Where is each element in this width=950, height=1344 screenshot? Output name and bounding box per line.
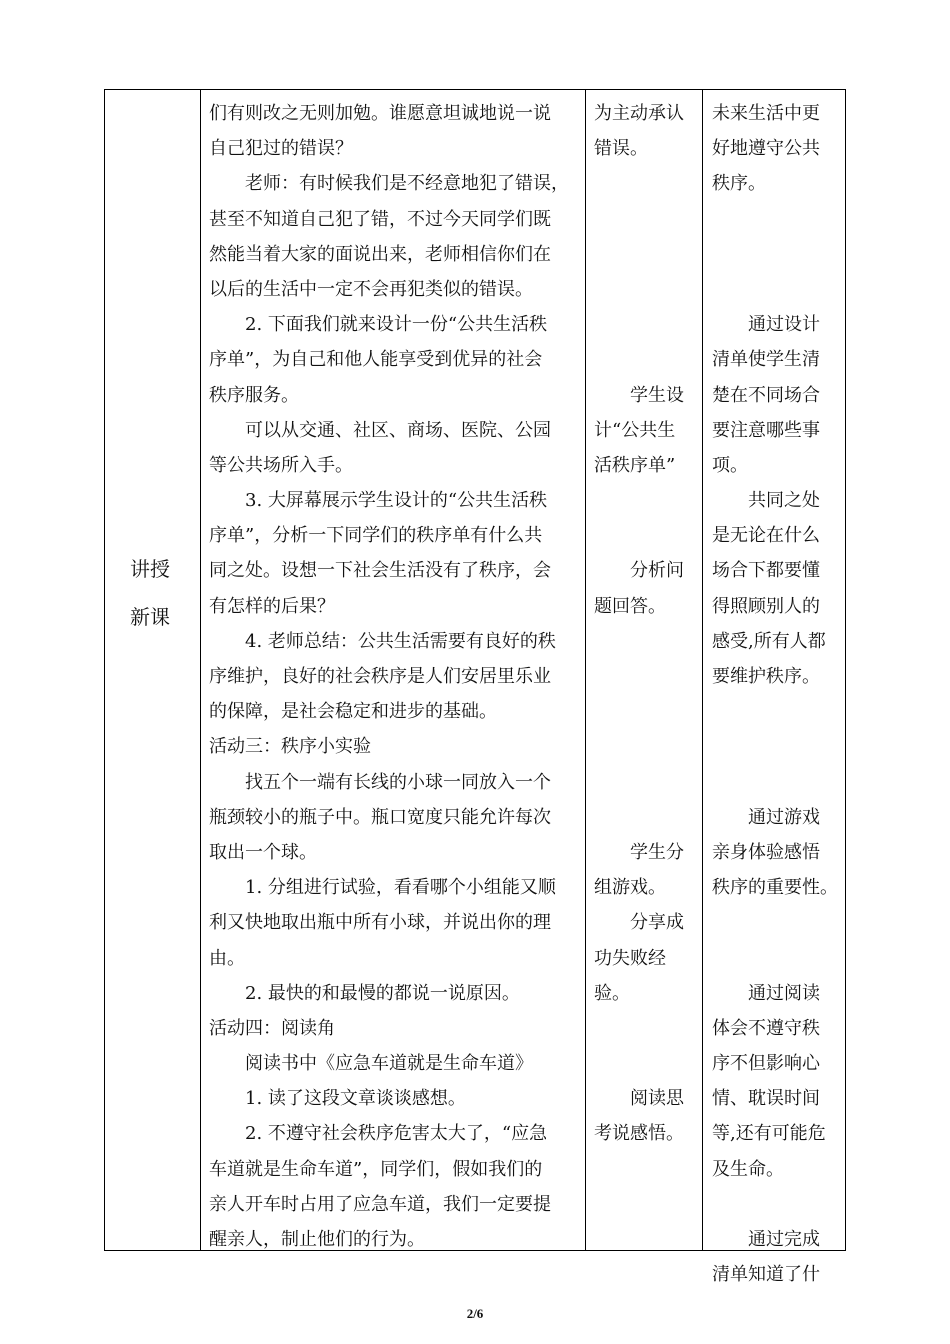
content-line: 同之处。设想一下社会生活没有了秩序，会 — [209, 560, 551, 582]
intent-line: 等,还有可能危 — [712, 1123, 826, 1145]
intent-line: 得照顾别人的 — [712, 595, 820, 617]
content-line: 1. 读了这段文章谈谈感想。 — [209, 1088, 466, 1110]
content-line: 3. 大屏幕展示学生设计的“公共生活秩 — [209, 490, 548, 512]
intent-line: 项。 — [712, 454, 748, 476]
content-line: 2. 最快的和最慢的都说一说原因。 — [209, 982, 520, 1004]
activity-line — [594, 518, 698, 553]
content-line: 活动三：秩序小实验 — [209, 736, 371, 758]
intent-line — [712, 1187, 846, 1222]
intent-line: 通过完成 — [712, 1229, 820, 1250]
teaching-content-cell — [209, 96, 579, 1257]
intent-line — [712, 905, 846, 940]
lesson-plan-table — [104, 89, 846, 1286]
intent-line — [712, 729, 846, 764]
activity-line — [594, 624, 698, 659]
intent-line: 通过游戏 — [712, 806, 820, 828]
intent-line — [712, 202, 846, 237]
content-line: 自己犯过的错误？ — [209, 138, 353, 160]
design-intent-cell — [712, 96, 846, 1292]
column-divider — [702, 90, 703, 1250]
intent-line: 通过阅读 — [712, 982, 820, 1004]
intent-line — [712, 237, 846, 272]
content-line: 醒亲人，制止他们的行为。 — [209, 1229, 425, 1250]
intent-line: 体会不遵守秩 — [712, 1017, 820, 1039]
content-line: 有怎样的后果？ — [209, 595, 335, 617]
content-line: 秩序服务。 — [209, 384, 299, 406]
activity-line — [594, 765, 698, 800]
column-divider — [585, 90, 586, 1250]
activity-line — [594, 1046, 698, 1081]
activity-line: 阅读思 — [594, 1088, 684, 1110]
intent-line: 未来生活中更 — [712, 103, 820, 124]
intent-line: 亲身体验感悟 — [712, 841, 820, 863]
section-label-line: 新课 — [130, 605, 170, 629]
activity-line — [594, 342, 698, 377]
activity-line: 学生分 — [594, 841, 684, 863]
intent-line: 秩序。 — [712, 173, 766, 195]
page-number: 2/6 — [466, 1306, 484, 1321]
activity-line — [594, 800, 698, 835]
intent-line: 秩序的重要性。 — [712, 877, 838, 899]
activity-line: 错误。 — [594, 138, 648, 160]
intent-line: 清单使学生清 — [712, 349, 820, 371]
content-line: 车道就是生命车道”，同学们，假如我们的 — [209, 1158, 543, 1180]
content-line: 2. 下面我们就来设计一份“公共生活秩 — [209, 314, 548, 336]
intent-line: 楚在不同场合 — [712, 384, 820, 406]
activity-line: 活秩序单” — [594, 454, 676, 476]
section-label-line: 讲授 — [130, 557, 170, 581]
activity-line — [594, 237, 698, 272]
activity-line: 考说感悟。 — [594, 1123, 684, 1145]
activity-line: 为主动承认 — [594, 103, 684, 124]
intent-line — [712, 765, 846, 800]
content-line: 序单”，为自己和他人能享受到优异的社会 — [209, 349, 543, 371]
activity-line: 计“公共生 — [594, 419, 676, 441]
content-line: 然能当着大家的面说出来，老师相信你们在 — [209, 243, 551, 265]
content-line: 活动四：阅读角 — [209, 1017, 335, 1039]
activity-line: 题回答。 — [594, 595, 666, 617]
intent-line: 共同之处 — [712, 490, 820, 512]
content-line: 1. 分组进行试验，看看哪个小组能又顺 — [209, 877, 556, 899]
intent-line: 是无论在什么 — [712, 525, 820, 547]
activity-line — [594, 694, 698, 729]
intent-line — [712, 694, 846, 729]
content-line: 等公共场所入手。 — [209, 454, 353, 476]
intent-line — [712, 272, 846, 307]
intent-line: 好地遵守公共 — [712, 138, 820, 160]
activity-line: 分享成 — [594, 912, 684, 934]
activity-line — [594, 307, 698, 342]
activity-line — [594, 202, 698, 237]
activity-line: 分析问 — [594, 560, 684, 582]
content-line: 由。 — [209, 947, 245, 969]
content-line: 序单”，分析一下同学们的秩序单有什么共 — [209, 525, 543, 547]
content-line: 2. 不遵守社会秩序危害太大了，“应急 — [209, 1123, 548, 1145]
content-line: 4. 老师总结：公共生活需要有良好的秩 — [209, 630, 556, 652]
student-activity-cell — [594, 96, 698, 1152]
content-line: 亲人开车时占用了应急车道，我们一定要提 — [209, 1193, 551, 1215]
content-line: 取出一个球。 — [209, 841, 317, 863]
content-line: 老师：有时候我们是不经意地犯了错误， — [209, 173, 569, 195]
content-line: 们有则改之无则加勉。谁愿意坦诚地说一说 — [209, 103, 551, 124]
intent-line: 情、耽误时间 — [712, 1088, 820, 1110]
activity-line — [594, 272, 698, 307]
activity-line: 学生设 — [594, 384, 684, 406]
content-line: 阅读书中《应急车道就是生命车道》 — [209, 1053, 533, 1075]
intent-line: 清单知道了什 — [712, 1264, 820, 1286]
intent-line: 通过设计 — [712, 314, 820, 336]
activity-line — [594, 483, 698, 518]
content-line: 找五个一端有长线的小球一同放入一个 — [209, 771, 551, 793]
activity-line: 功失败经 — [594, 947, 666, 969]
content-line: 利又快地取出瓶中所有小球，并说出你的理 — [209, 912, 551, 934]
intent-line: 要维护秩序。 — [712, 666, 820, 687]
activity-line — [594, 659, 698, 694]
intent-line — [712, 941, 846, 976]
content-line: 的保障，是社会稳定和进步的基础。 — [209, 701, 497, 723]
activity-line: 组游戏。 — [594, 877, 666, 899]
intent-line: 场合下都要懂 — [712, 560, 820, 582]
column-divider — [200, 90, 201, 1250]
content-line: 甚至不知道自己犯了错，不过今天同学们既 — [209, 208, 551, 230]
intent-line: 序不但影响心 — [712, 1053, 820, 1075]
intent-line: 及生命。 — [712, 1158, 784, 1180]
activity-line — [594, 729, 698, 764]
content-line: 可以从交通、社区、商场、医院、公园 — [209, 419, 551, 441]
content-line: 序维护，良好的社会秩序是人们安居里乐业 — [209, 666, 551, 687]
intent-line: 要注意哪些事 — [712, 419, 820, 441]
activity-line — [594, 166, 698, 201]
activity-line — [594, 1011, 698, 1046]
activity-line: 验。 — [594, 982, 630, 1004]
content-line: 以后的生活中一定不会再犯类似的错误。 — [209, 278, 533, 300]
section-label — [130, 545, 170, 641]
intent-line: 感受,所有人都 — [712, 630, 826, 652]
content-line: 瓶颈较小的瓶子中。瓶口宽度只能允许每次 — [209, 806, 551, 828]
